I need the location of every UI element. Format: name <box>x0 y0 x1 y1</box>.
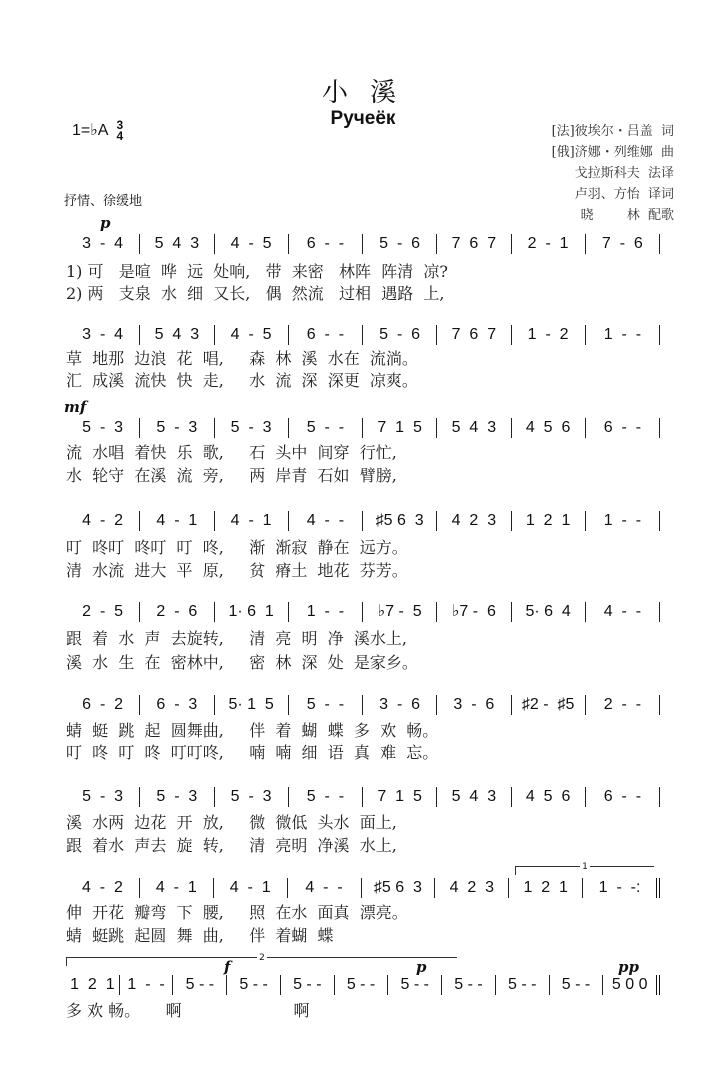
measure: 6 - - <box>586 787 660 807</box>
time-signature <box>116 120 123 142</box>
measure: ♭7 - 6 <box>437 602 511 622</box>
dynamic-f: f <box>224 958 231 976</box>
measure: 4 2 3 <box>437 511 511 531</box>
volta-number: 2 <box>259 953 265 963</box>
measure: 5 - 6 <box>363 325 437 345</box>
measure: 1 - -: <box>583 878 660 898</box>
measure: 5 4 3 <box>140 325 214 345</box>
measure: 4 - 2 <box>66 511 140 531</box>
lyric-line: 清 水流 进大 平 原, 贫 瘠土 地花 芬芳。 <box>66 561 408 580</box>
measure: 3 - 4 <box>66 234 140 254</box>
notation-line <box>66 418 660 438</box>
measure: 5 0 0 <box>603 975 660 995</box>
lyric-line: 2) 两 支泉 水 细 又长, 偶 然流 过相 遇路 上, <box>66 284 445 303</box>
lyric-line: 溪 水 生 在 密林中, 密 林 深 处 是家乡。 <box>66 653 418 672</box>
measure: 7 1 5 <box>363 418 437 438</box>
measure: 4 - 1 <box>215 511 289 531</box>
measure: 4 - 5 <box>215 325 289 345</box>
measure: 1 - - <box>120 975 174 995</box>
measure: 5 - - <box>227 975 281 995</box>
measure: 2 - 5 <box>66 602 140 622</box>
measure: 4 - - <box>288 878 362 898</box>
volta-second <box>66 953 457 966</box>
notation-line <box>66 511 660 531</box>
measure: 2 - - <box>586 695 660 715</box>
credit-composer: [俄]济娜・列维娜 曲 <box>551 145 674 160</box>
lyric-line: 跟 着 水 声 去旋转, 清 亮 明 净 溪水上, <box>66 629 407 648</box>
lyric-line: 蜻 蜓跳 起圆 舞 曲, 伴 着蝴 蝶 <box>66 926 334 945</box>
measure: 1 2 1 <box>66 975 120 995</box>
measure: 3 - 6 <box>437 695 511 715</box>
measure: 5 - - <box>550 975 604 995</box>
credit-arranger: 晓 林 配歌 <box>580 208 674 223</box>
credits <box>552 121 674 226</box>
measure: 5 4 3 <box>437 787 511 807</box>
lyric-line: 草 地那 边浪 花 唱, 森 林 溪 水在 流淌。 <box>66 349 418 368</box>
measure: 4 - 5 <box>215 234 289 254</box>
measure: ♯5 6 3 <box>362 878 436 898</box>
measure: ♭7 - 5 <box>363 602 437 622</box>
notation-line <box>66 234 660 254</box>
measure: 6 - - <box>586 418 660 438</box>
measure: 4 - 1 <box>140 878 214 898</box>
lyric-line: 多 欢 畅。 啊 啊 <box>66 1001 310 1020</box>
notation-line <box>66 602 660 622</box>
measure: 4 5 6 <box>512 418 586 438</box>
measure: 1 - 2 <box>512 325 586 345</box>
measure: 4 - 2 <box>66 878 140 898</box>
measure: 5 - 3 <box>215 418 289 438</box>
measure: 7 6 7 <box>437 234 511 254</box>
lyric-line: 叮 咚 叮 咚 叮叮咚, 喃 喃 细 语 真 难 忘。 <box>66 743 439 762</box>
dynamic-mf: mf <box>64 398 87 416</box>
dynamic-p: p <box>100 214 111 232</box>
measure: 5 - - <box>442 975 496 995</box>
measure: 4 - 1 <box>214 878 288 898</box>
measure: 5 - - <box>289 418 363 438</box>
measure: 5· 6 4 <box>512 602 586 622</box>
measure: 4 2 3 <box>435 878 509 898</box>
measure: 1 - - <box>289 602 363 622</box>
lyric-line: 流 水唱 着快 乐 歌, 石 头中 间穿 行忙, <box>66 443 397 462</box>
song-subtitle: Ручеёк <box>330 108 396 129</box>
time-top: 3 <box>116 118 124 132</box>
measure: 5 - - <box>281 975 335 995</box>
measure: 5 - - <box>335 975 389 995</box>
lyric-line: 汇 成溪 流快 快 走, 水 流 深 深更 凉爽。 <box>66 371 418 390</box>
lyric-line: 蜻 蜓 跳 起 圆舞曲, 伴 着 蝴 蝶 多 欢 畅。 <box>66 721 439 740</box>
measure: 5 - 3 <box>140 418 214 438</box>
measure: 5 - 3 <box>215 787 289 807</box>
measure: 2 - 1 <box>512 234 586 254</box>
notation-line <box>66 695 660 715</box>
dynamic-pp: pp <box>618 958 639 976</box>
notation-line <box>66 787 660 807</box>
song-title: 小溪 <box>321 78 418 108</box>
tempo-marking: 抒情、徐缓地 <box>64 194 143 209</box>
lyric-line: 水 轮守 在溪 流 旁, 两 岸青 石如 臂膀, <box>66 466 397 485</box>
notation-line <box>66 325 660 345</box>
lyric-line: 溪 水两 边花 开 放, 微 微低 头水 面上, <box>66 813 397 832</box>
credit-lyric-translation: 卢羽、方怡 译词 <box>574 187 674 202</box>
measure: ♯5 6 3 <box>363 511 437 531</box>
measure: 5· 1 5 <box>215 695 289 715</box>
time-bottom: 4 <box>116 129 124 143</box>
measure: ♯2 - ♯5 <box>512 695 586 715</box>
measure: 5 - - <box>496 975 550 995</box>
lyric-line: 1) 可 是喧 哗 远 处响, 带 来密 林阵 阵清 凉? <box>66 262 448 281</box>
volta-number: 1 <box>582 862 588 872</box>
measure: 1· 6 1 <box>215 602 289 622</box>
lyric-line: 跟 着水 声去 旋 转, 清 亮明 净溪 水上, <box>66 836 397 855</box>
lyric-line: 叮 咚叮 咚叮 叮 咚, 渐 渐寂 静在 远方。 <box>66 538 408 557</box>
lyric-line: 伸 开花 瓣弯 下 腰, 照 在水 面真 漂亮。 <box>66 903 408 922</box>
measure: 5 - - <box>289 787 363 807</box>
credit-french-translation: 戈拉斯科夫 法译 <box>574 166 674 181</box>
volta-first <box>515 862 654 875</box>
measure: 4 - 1 <box>140 511 214 531</box>
measure: 5 4 3 <box>140 234 214 254</box>
measure: 1 2 1 <box>512 511 586 531</box>
measure: 3 - 4 <box>66 325 140 345</box>
measure: 1 2 1 <box>509 878 583 898</box>
measure: 4 - - <box>289 511 363 531</box>
measure: 4 - - <box>586 602 660 622</box>
measure: 6 - 2 <box>66 695 140 715</box>
measure: 4 5 6 <box>512 787 586 807</box>
notation-line <box>66 975 660 995</box>
measure: 2 - 6 <box>140 602 214 622</box>
measure: 5 - - <box>173 975 227 995</box>
measure: 5 - 3 <box>66 787 140 807</box>
credit-lyricist: [法]彼埃尔・吕盖 词 <box>551 124 674 139</box>
measure: 1 - - <box>586 511 660 531</box>
measure: 6 - 3 <box>140 695 214 715</box>
measure: 3 - 6 <box>363 695 437 715</box>
measure: 1 - - <box>586 325 660 345</box>
measure: 7 6 7 <box>437 325 511 345</box>
measure: 5 - - <box>388 975 442 995</box>
key-signature <box>72 120 123 142</box>
dynamic-p: p <box>416 958 427 976</box>
measure: 5 - 3 <box>66 418 140 438</box>
notation-line <box>66 878 660 898</box>
measure: 6 - - <box>289 234 363 254</box>
measure: 5 - 3 <box>140 787 214 807</box>
measure: 5 - - <box>289 695 363 715</box>
measure: 7 - 6 <box>586 234 660 254</box>
measure: 7 1 5 <box>363 787 437 807</box>
measure: 6 - - <box>289 325 363 345</box>
measure: 5 - 6 <box>363 234 437 254</box>
measure: 5 4 3 <box>437 418 511 438</box>
key: 1=♭A <box>72 122 109 140</box>
